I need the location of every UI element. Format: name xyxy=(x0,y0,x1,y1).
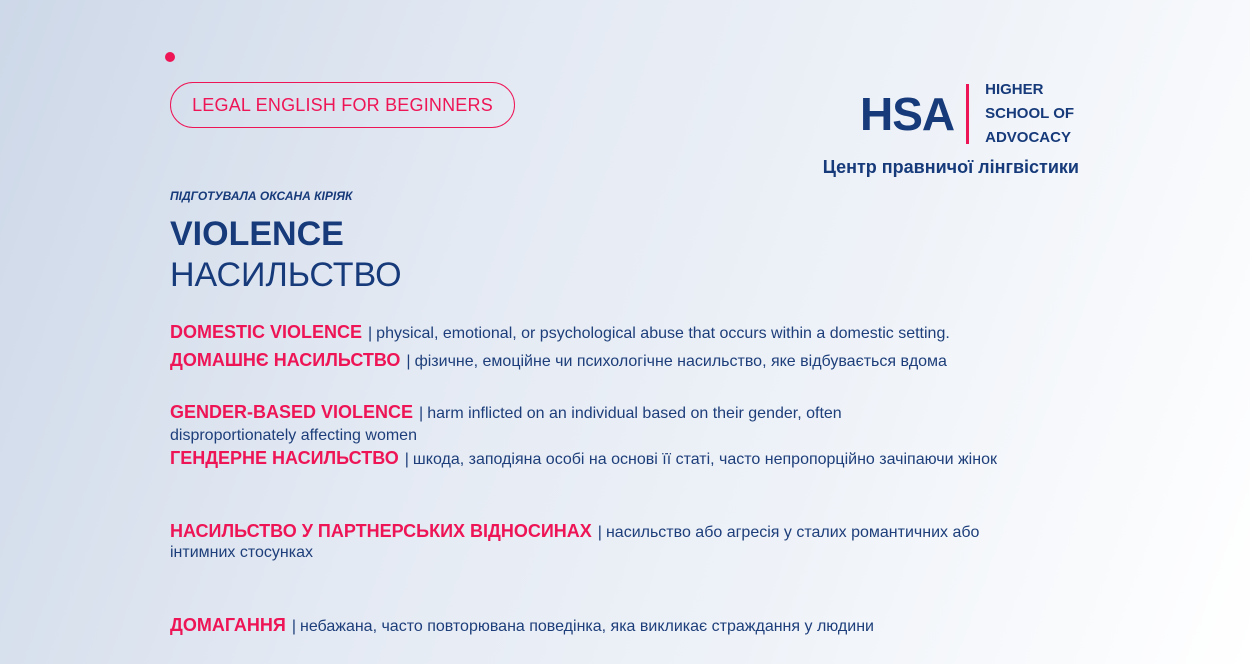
glossary-entry xyxy=(170,321,1050,345)
hsa-logo xyxy=(860,78,1074,150)
glossary-entry xyxy=(170,521,1030,563)
glossary-entry xyxy=(170,349,1050,373)
author-credit: ПІДГОТУВАЛА ОКСАНА КІРІЯК xyxy=(170,189,353,203)
course-badge: LEGAL ENGLISH FOR BEGINNERS xyxy=(170,82,515,128)
page-title-en: VIOLENCE xyxy=(170,215,344,253)
glossary-term: ГЕНДЕРНЕ НАСИЛЬСТВО xyxy=(170,448,399,468)
glossary-definition: насильство або агресія у сталих романтичних або інтимних стосунках xyxy=(170,524,980,561)
page-title-ua: НАСИЛЬСТВО xyxy=(170,256,402,294)
separator: | xyxy=(597,524,602,541)
glossary-term: НАСИЛЬСТВО У ПАРТНЕРСЬКИХ ВІДНОСИНАХ xyxy=(170,521,592,541)
decorative-dot xyxy=(165,52,175,62)
separator: | xyxy=(406,353,411,370)
logo-mark: HSA xyxy=(860,88,955,140)
glossary-definition: фізичне, емоційне чи психологічне насильство, яке відбувається вдома xyxy=(414,353,947,370)
glossary-definition: небажана, часто повторювана поведінка, яка викликає страждання у людини xyxy=(299,618,874,635)
glossary-term: GENDER-BASED VIOLENCE xyxy=(170,402,414,422)
logo-line-1: HIGHER xyxy=(985,81,1044,98)
glossary-term: ДОМАШНЄ НАСИЛЬСТВО xyxy=(170,350,401,370)
glossary-entry xyxy=(170,401,890,447)
separator: | xyxy=(291,618,296,635)
center-name: Центр правничої лінгвістики xyxy=(822,157,1079,177)
glossary-term: DOMESTIC VIOLENCE xyxy=(170,322,363,342)
glossary-definition: physical, emotional, or psychological abuse that occurs within a domestic setting. xyxy=(376,325,950,342)
glossary-entry xyxy=(170,447,1050,471)
glossary-definition: harm inflicted on an individual based on their gender, often disproportionately affecting women xyxy=(170,405,842,444)
separator: | xyxy=(404,451,409,468)
glossary-entry xyxy=(170,614,1050,638)
logo-line-3: ADVOCACY xyxy=(985,129,1071,146)
logo-divider xyxy=(966,84,969,144)
separator: | xyxy=(419,405,424,422)
logo-line-2: SCHOOL OF xyxy=(985,105,1075,122)
glossary-definition: шкода, заподіяна особі на основі її статі, часто непропорційно зачіпаючи жінок xyxy=(412,451,997,468)
separator: | xyxy=(368,325,373,342)
logo-wordmark xyxy=(985,78,1074,150)
glossary-term: ДОМАГАННЯ xyxy=(170,615,286,635)
